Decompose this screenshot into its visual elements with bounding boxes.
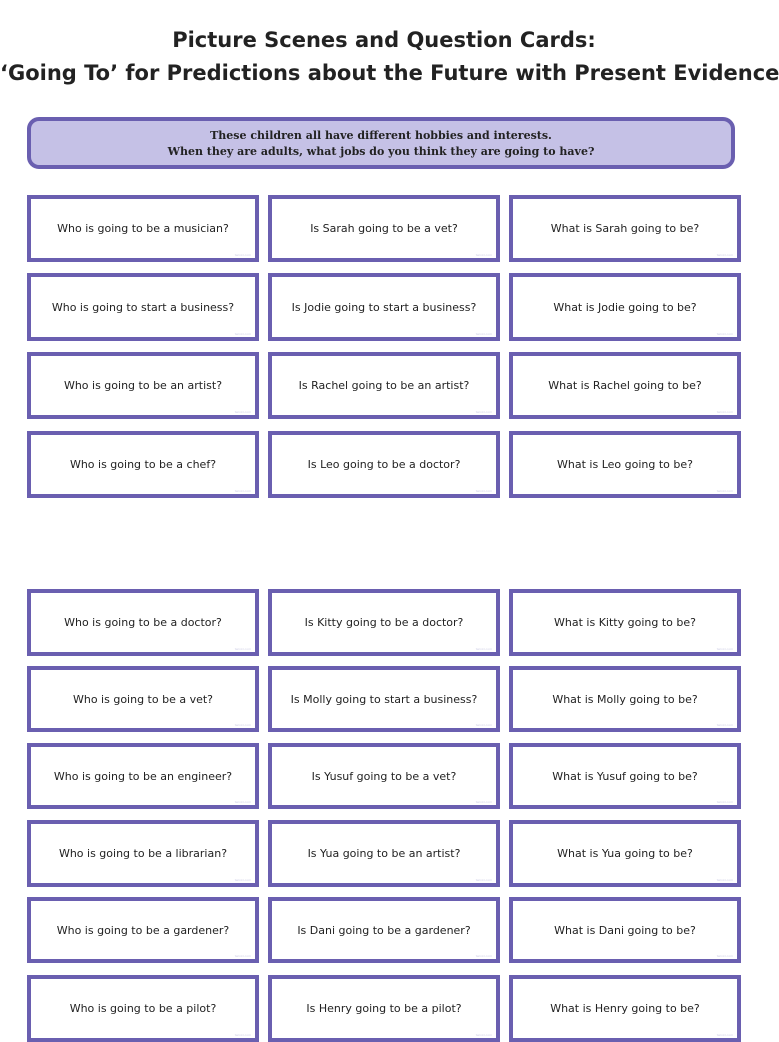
card-watermark: twinkl.com: [475, 723, 492, 727]
question-card-what: [509, 195, 741, 262]
question-card-what: [509, 975, 741, 1042]
question-card-text: Who is going to start a business?: [51, 300, 235, 314]
page-title-line-2: ‘Going To’ for Predictions about the Future with Present Evidence: [0, 61, 779, 85]
question-card-text: Who is going to be a vet?: [72, 692, 214, 706]
question-card-text: Is Rachel going to be an artist?: [298, 379, 470, 392]
question-card-who: [27, 897, 259, 963]
question-card-text: What is Molly going to be?: [552, 692, 698, 706]
card-watermark: twinkl.com: [475, 878, 492, 882]
question-card-text: What is Henry going to be?: [550, 1002, 700, 1015]
question-card-text: Who is going to be a gardener?: [56, 923, 230, 937]
question-card-text: Is Yua going to be an artist?: [307, 847, 461, 860]
question-card-what: [509, 743, 741, 809]
page-title-line-1: Picture Scenes and Question Cards:: [172, 28, 596, 52]
question-card-who: [27, 975, 259, 1042]
question-card-who: [27, 820, 259, 887]
card-watermark: twinkl.com: [475, 954, 492, 958]
card-watermark: twinkl.com: [716, 1033, 733, 1037]
question-card-what: [509, 273, 741, 341]
card-watermark: twinkl.com: [716, 253, 733, 257]
question-card-text: Is Molly going to start a business?: [290, 692, 478, 706]
card-watermark: twinkl.com: [716, 878, 733, 882]
card-watermark: twinkl.com: [234, 489, 251, 493]
card-watermark: twinkl.com: [475, 332, 492, 336]
question-card-who: [27, 743, 259, 809]
question-card-text: Who is going to be an engineer?: [53, 769, 233, 783]
question-card-is: [268, 431, 500, 498]
question-card-text: Who is going to be a pilot?: [69, 1002, 217, 1015]
question-card-what: [509, 589, 741, 656]
card-watermark: twinkl.com: [475, 800, 492, 804]
card-watermark: twinkl.com: [716, 332, 733, 336]
card-watermark: twinkl.com: [716, 723, 733, 727]
card-watermark: twinkl.com: [234, 253, 251, 257]
card-watermark: twinkl.com: [716, 647, 733, 651]
card-watermark: twinkl.com: [716, 954, 733, 958]
card-watermark: twinkl.com: [716, 489, 733, 493]
question-card-text: Is Yusuf going to be a vet?: [311, 769, 457, 783]
question-card-text: Is Sarah going to be a vet?: [310, 222, 458, 235]
card-watermark: twinkl.com: [234, 1033, 251, 1037]
question-card-is: [268, 195, 500, 262]
card-watermark: twinkl.com: [234, 332, 251, 336]
question-card-text: What is Yua going to be?: [557, 847, 693, 860]
question-card-who: [27, 273, 259, 341]
question-card-what: [509, 897, 741, 963]
question-card-text: What is Kitty going to be?: [554, 616, 696, 629]
card-watermark: twinkl.com: [475, 647, 492, 651]
card-watermark: twinkl.com: [234, 410, 251, 414]
card-watermark: twinkl.com: [716, 410, 733, 414]
question-card-text: What is Yusuf going to be?: [552, 769, 698, 783]
question-card-what: [509, 352, 741, 419]
question-card-text: What is Leo going to be?: [557, 458, 693, 471]
question-card-is: [268, 743, 500, 809]
instructions-box: [27, 117, 735, 169]
card-watermark: twinkl.com: [475, 253, 492, 257]
question-card-is: [268, 352, 500, 419]
question-card-who: [27, 352, 259, 419]
question-card-who: [27, 195, 259, 262]
question-card-text: Is Dani going to be a gardener?: [297, 923, 471, 937]
question-card-text: What is Jodie going to be?: [553, 300, 697, 314]
card-watermark: twinkl.com: [475, 410, 492, 414]
question-card-text: What is Sarah going to be?: [550, 222, 700, 235]
question-card-what: [509, 820, 741, 887]
card-watermark: twinkl.com: [234, 878, 251, 882]
card-watermark: twinkl.com: [234, 954, 251, 958]
question-card-text: Is Leo going to be a doctor?: [307, 458, 461, 471]
question-card-is: [268, 589, 500, 656]
question-card-text: Who is going to be an artist?: [63, 379, 223, 392]
question-card-text: What is Rachel going to be?: [548, 379, 702, 392]
card-watermark: twinkl.com: [475, 1033, 492, 1037]
question-card-is: [268, 820, 500, 887]
question-card-is: [268, 897, 500, 963]
question-card-what: [509, 666, 741, 732]
question-card-is: [268, 975, 500, 1042]
question-card-text: Who is going to be a chef?: [69, 458, 217, 471]
question-card-who: [27, 666, 259, 732]
question-card-text: Is Kitty going to be a doctor?: [304, 616, 464, 629]
question-card-who: [27, 589, 259, 656]
card-watermark: twinkl.com: [234, 647, 251, 651]
question-card-what: [509, 431, 741, 498]
instructions-line-2: When they are adults, what jobs do you think they are going to have?: [167, 145, 595, 158]
question-card-is: [268, 273, 500, 341]
question-card-text: Who is going to be a librarian?: [58, 847, 228, 860]
question-card-who: [27, 431, 259, 498]
question-card-text: Is Henry going to be a pilot?: [306, 1002, 462, 1015]
question-card-text: Who is going to be a doctor?: [64, 616, 222, 629]
card-watermark: twinkl.com: [234, 723, 251, 727]
card-watermark: twinkl.com: [716, 800, 733, 804]
card-watermark: twinkl.com: [234, 800, 251, 804]
card-watermark: twinkl.com: [475, 489, 492, 493]
instructions-line-1: These children all have different hobbies and interests.: [210, 129, 552, 142]
question-card-text: Is Jodie going to start a business?: [291, 300, 477, 314]
question-card-text: Who is going to be a musician?: [57, 222, 229, 235]
question-card-is: [268, 666, 500, 732]
question-card-text: What is Dani going to be?: [554, 923, 696, 937]
